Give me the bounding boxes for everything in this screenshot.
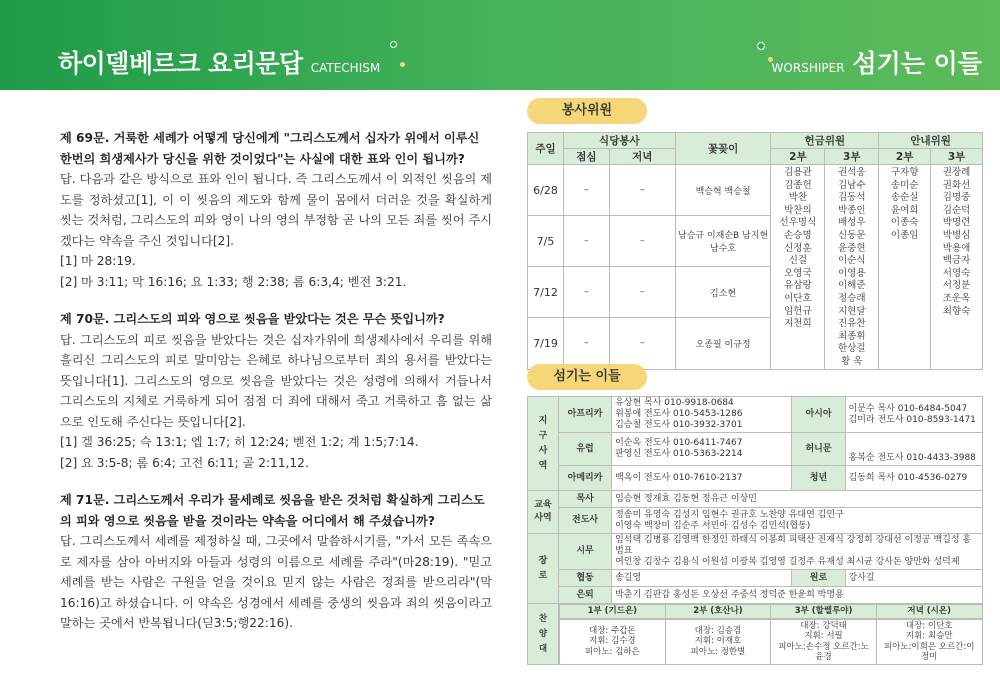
answer-text: 답. 다음과 같은 방식으로 표와 인이 됩니다. 즉 그리스도께서 이 외적인 씻음의 제도를 정하셨고[1], 이 이 씻음의 제도와 함께 물이 몸에서 더러운 것을 확실하게 씻는 것처럼, 그리스도의 피와 영이 나의 영의 부정함 곧 나의 모든 죄를 씻어 주시겠다는 약속을 주신 것입니다[2]. (60, 172, 492, 248)
answer-text: 답. 그리스도께서 세례를 제정하실 때, 그곳에서 말씀하시기를, "가서 모든 족속으로 제자를 삼아 아버지와 아들과 성령의 이름으로 세례를 주라"(마28:19). "믿고 세례를 받는 사람은 구원을 얻을 것이요 믿지 않는 사람은 정죄를 받으리라"(막 16:16)고 하셨습니다. 이 약속은 성경에서 세례를 중생의 씻음과 죄의 씻음이라고 말하는 곳에서 반복됩니다(딛3:5;행22:16). (60, 534, 492, 630)
choir-value-3: 대장: 강덕태 지휘: 서필 피아노:손수정 오르간:노윤경 (771, 619, 877, 664)
offering-2-names: 김용관 김종헌 박찬 박찬의 선우명식 손승명 신정훈 신걸 오영국 유삼랑 이단호 임헌규 지천희 (771, 165, 825, 370)
workers-pill: 섬기는 이들 (527, 364, 647, 390)
asia-label: 아시아 (792, 397, 845, 433)
row-flower: 백승혁 백승철 (675, 165, 771, 216)
worshiper-title: 섬기는 이들 (852, 49, 982, 78)
header-offering-3: 3부 (825, 149, 879, 165)
header-usher: 안내위원 (879, 133, 983, 149)
question-text: 제 71문. 그리스도께서 우리가 물세례로 씻음을 받은 것처럼 확실하게 그리스도의 피와 영으로 씻음을 받을 것이라는 약속을 어디에서 해 주셨습니까? (60, 493, 485, 528)
header-date: 주일 (528, 133, 564, 165)
catechism-header (58, 44, 380, 80)
edu-text: 교육사역 (534, 500, 552, 523)
reference: [1] 마 28:19. (60, 254, 136, 268)
america-value: 백옥이 전도사 010-7610-2137 (612, 466, 792, 491)
hermon-value: 홍복순 전도사 010-4433-3988 (845, 433, 982, 466)
worshiper-header (772, 44, 982, 80)
africa-value: 유상현 목사 010-9918-0684 위봉애 전도사 010-5453-1286 김승철 전도사 010-3932-3701 (612, 397, 792, 433)
header-meal: 식당봉사 (563, 133, 675, 149)
row-flower: 오종필 이규정 (675, 318, 771, 369)
choir-text: 찬양대 (538, 613, 548, 654)
pastor-value: 임승현 정재효 김동현 정유근 이상민 (612, 491, 983, 508)
catechism-title: 하이델베르크 요리문답 (58, 49, 303, 78)
row-dinner: – (609, 165, 675, 216)
header-usher-2: 2부 (879, 149, 931, 165)
row-dinner: – (609, 267, 675, 318)
row-date: 7/5 (528, 216, 564, 267)
row-lunch: – (563, 216, 609, 267)
row-dinner: – (609, 318, 675, 369)
decor-dot-green-right (757, 42, 765, 50)
choir-table-body (559, 619, 983, 665)
pastor-label: 목사 (559, 491, 612, 508)
europe-label: 유럽 (559, 433, 612, 466)
workers-table (527, 396, 983, 665)
emeritus-label: 원로 (792, 570, 845, 587)
reference: [1] 겔 36:25; 슥 13:1; 엡 1:7; 히 12:24; 벧전 1:2; 계 1:5;7:14. (60, 435, 419, 449)
choir-header-2: 2부 (호산나) (665, 605, 771, 619)
evangelist-value: 정송미 유영숙 김성지 임현수 권규호 노찬양 유대연 김민구 이영숙 백장미 김순주 서민아 김성수 김민석(협동) (612, 508, 983, 534)
service-pill: 봉사위원 (527, 98, 647, 124)
row-lunch: – (563, 267, 609, 318)
stewardship-label: 시무 (559, 534, 612, 570)
row-date: 6/28 (528, 165, 564, 216)
elder-label (528, 534, 559, 604)
retired-label: 은퇴 (559, 587, 612, 604)
catechism-content (60, 128, 492, 651)
catechism-subtitle: CATECHISM (310, 61, 381, 75)
row-date: 7/12 (528, 267, 564, 318)
choir-value-1: 대장: 주갑돈 지휘: 김수경 피아노: 김하은 (560, 619, 666, 664)
question-71 (60, 490, 492, 634)
america-label: 아메리카 (559, 466, 612, 491)
offering-3-names: 권석웅 김남수 김동석 박종인 배성우 신동문 윤중현 이순식 이영용 이해준 정승래 지현달 진유찬 최종휘 한상걸 황 욱 (825, 165, 879, 370)
choir-value-2: 대장: 김승겸 지휘: 이재호 피아노: 정한별 (665, 619, 771, 664)
europe-value: 이순옥 전도사 010-6411-7467 판영신 전도사 010-5363-2214 (612, 433, 792, 466)
header-dinner: 저녁 (609, 149, 675, 165)
youth-label: 청년 (792, 466, 845, 491)
emeritus-value: 강사길 (845, 570, 982, 587)
question-69 (60, 128, 492, 292)
stewardship-value: 임석택 김병룡 김영백 한정인 하태식 이봉희 피택산 진재식 강정희 강대선 이정공 백길성 홍범표 여인창 김창수 김용식 이원섭 이광복 김영영 길정주 유재성 최시균 강사돈 양만화 성덕제 (612, 534, 983, 570)
youth-value: 김동희 목사 010-4536-0279 (845, 466, 982, 491)
choir-value-4: 대장: 이단호 지휘: 최승만 피아노:이희은 오르간:이정미 (876, 619, 982, 664)
service-table (527, 132, 983, 370)
reference: [2] 요 3:5-8; 롬 6:4; 고전 6:11; 골 2:11,12. (60, 455, 309, 470)
question-text: 제 69문. 거룩한 세례가 어떻게 당신에게 "그리스도께서 십자가 위에서 이루신 한번의 희생제사가 당신을 위한 것이었다"는 사실에 대한 표와 인이 됩니까? (60, 131, 480, 166)
answer-text: 답. 그리스도의 피로 씻음을 받았다는 것은 십자가위에 희생제사에서 우리를 위해 흘리신 그리스도의 피로 말미암는 은혜로 하나님으로부터 죄의 용서를 받았다는 뜻입니다[1]. 그리스도의 영으로 씻음을 받았다는 것은 성령에 의해서 거듭나서 그리스도의 지체로 거룩하게 되어 점점 더 죄에 대해서 죽고 거룩하고 흠 없는 삶으로 인도해 주신다는 뜻입니다[2]. (60, 332, 492, 429)
decor-dot-yellow (400, 62, 405, 67)
worshiper-subtitle: WORSHIPER (771, 61, 845, 75)
row-lunch: – (563, 318, 609, 369)
page-header (0, 0, 1000, 90)
header-lunch: 점심 (563, 149, 609, 165)
header-usher-3: 3부 (931, 149, 983, 165)
associate-label: 협동 (559, 570, 612, 587)
retired-value: 박춘기 김판갑 홍성돈 오상선 주중석 정덕준 한윤희 박명용 (612, 587, 983, 604)
decor-dot-green (390, 41, 397, 48)
row-date: 7/19 (528, 318, 564, 369)
usher-2-names: 구자향 송미순 송순실 윤여희 이종숙 이종임 (879, 165, 931, 370)
reference: [2] 마 3:11; 막 16:16; 요 1:33; 행 2:38; 롬 6:3,4; 벧전 3:21. (60, 274, 407, 289)
header-flower: 꽃꽂이 (675, 133, 771, 165)
africa-label: 아프리카 (559, 397, 612, 433)
question-70 (60, 309, 492, 473)
choir-headers (559, 604, 983, 619)
choir-header-1: 1부 (기드온) (560, 605, 666, 619)
choir-values (559, 619, 983, 665)
evangelist-label: 전도사 (559, 508, 612, 534)
usher-3-names: 권장례 권화선 김명중 김순덕 박명련 박병심 박용애 백금자 서영숙 서정분 조운옥 최향숙 (931, 165, 983, 370)
edu-label (528, 491, 559, 534)
asia-value: 이문수 목사 010-6484-5047 김미라 전도사 010-8593-1471 (845, 397, 982, 433)
table-row (528, 165, 983, 216)
row-dinner: – (609, 216, 675, 267)
hermon-label: 허니문 (792, 433, 845, 466)
choir-table-head (559, 604, 983, 619)
row-lunch: – (563, 165, 609, 216)
header-offering: 헌금위원 (771, 133, 879, 149)
header-offering-2: 2부 (771, 149, 825, 165)
question-text: 제 70문. 그리스도의 피와 영으로 씻음을 받았다는 것은 무슨 뜻입니까? (60, 312, 445, 326)
elder-text: 장로 (538, 555, 548, 581)
mission-text: 지구사역 (538, 415, 548, 471)
choir-label (528, 604, 559, 665)
row-flower: 남승규 이재순B 남지현 남수호 (675, 216, 771, 267)
mission-label (528, 397, 559, 491)
row-flower: 김소현 (675, 267, 771, 318)
choir-header-4: 저녁 (시온) (876, 605, 982, 619)
associate-value: 송길영 (612, 570, 792, 587)
choir-header-3: 3부 (할렐루야) (771, 605, 877, 619)
